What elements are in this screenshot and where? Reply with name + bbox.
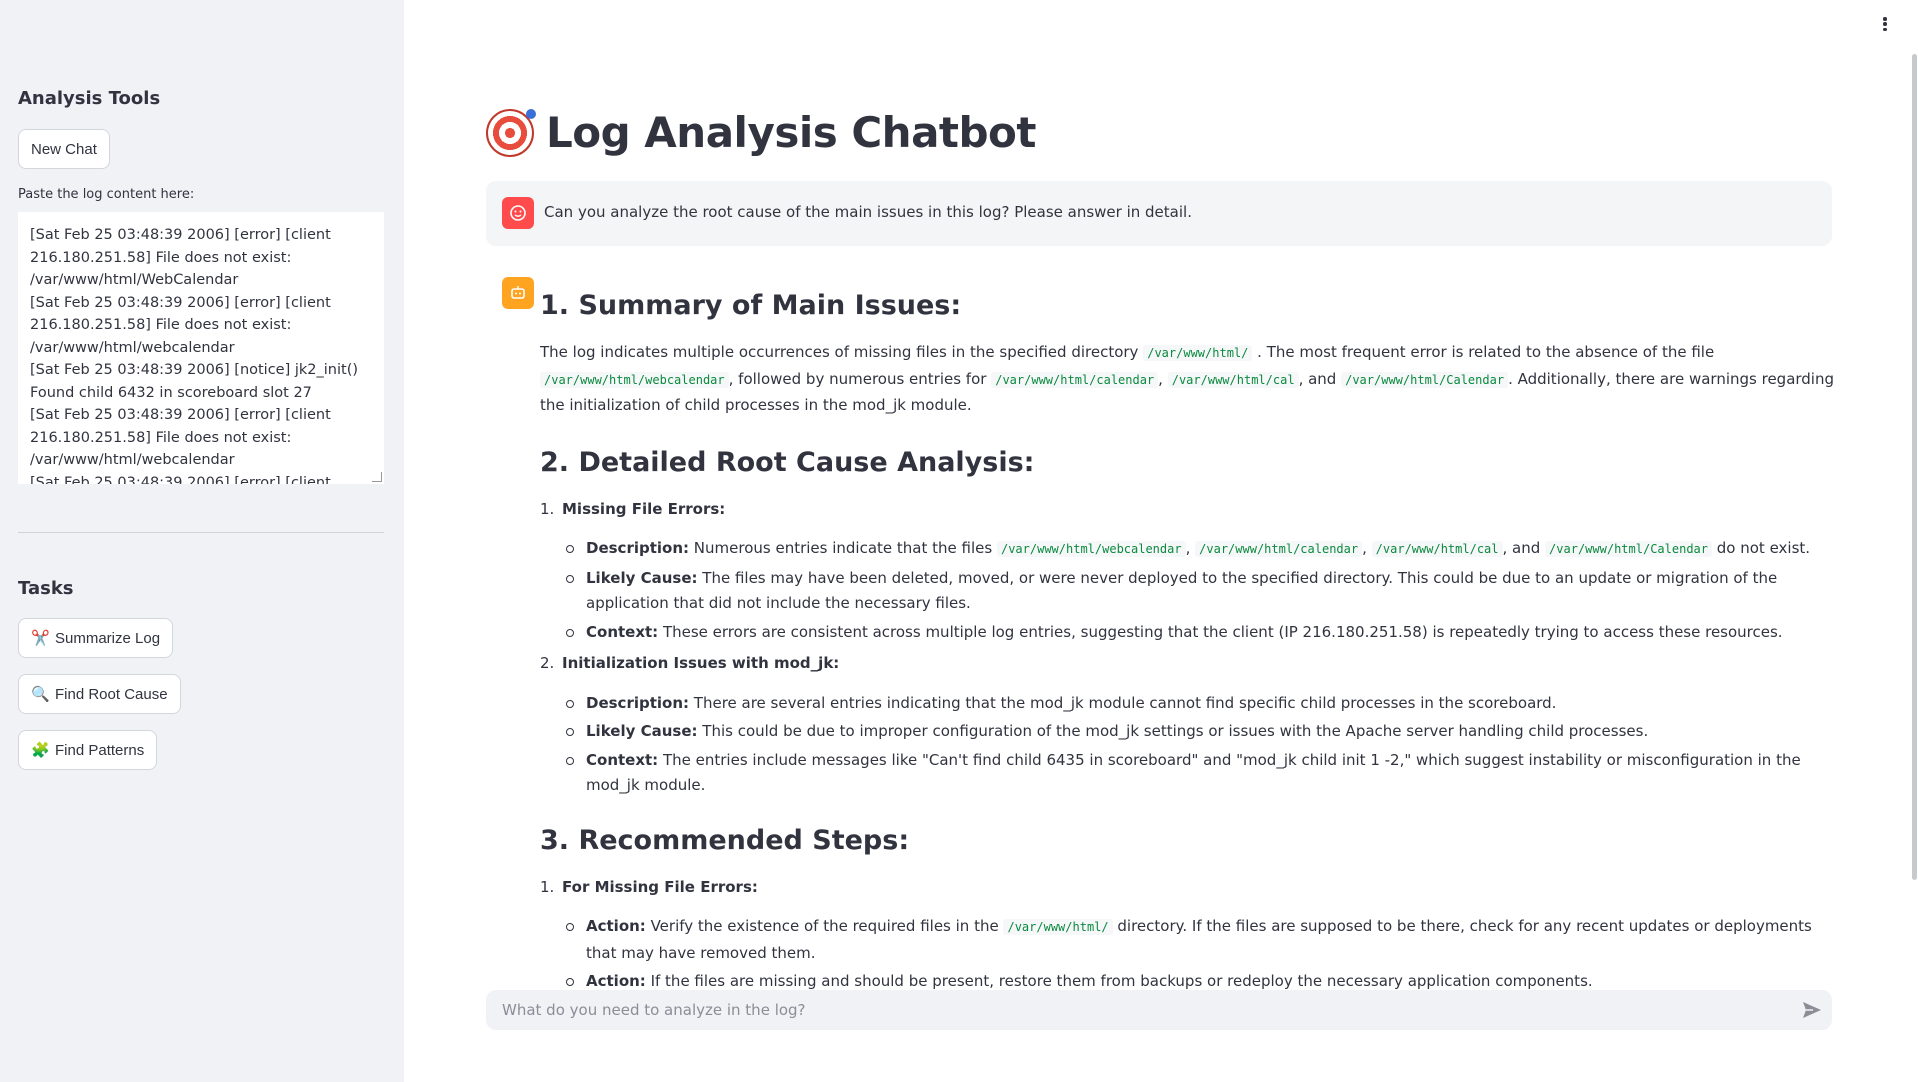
- bullet-list: [586, 536, 1834, 645]
- bullet-text: The files may have been deleted, moved, or were never deployed to the specified directory. This could be due to an update or migration of the application that did not include the necessary files.: [586, 568, 1778, 612]
- bullet-text: There are several entries indicating that the mod_jk module cannot find specific child processes in the scoreboard.: [693, 693, 1557, 712]
- user-face-icon: [502, 197, 534, 229]
- code-path: /var/www/html/Calendar: [1545, 541, 1712, 557]
- section-heading-summary: 1. Summary of Main Issues:: [540, 290, 962, 321]
- list-number: 2.: [540, 654, 555, 672]
- target-icon: [486, 109, 534, 157]
- sidebar-divider: [18, 532, 384, 533]
- code-path: /var/www/html/: [1003, 919, 1112, 935]
- magnifier-icon: 🔍: [31, 686, 50, 703]
- analysis-tools-heading: Analysis Tools: [18, 88, 161, 109]
- list-item-title: Initialization Issues with mod_jk:: [562, 654, 840, 672]
- code-path: /var/www/html/cal: [1372, 541, 1503, 557]
- code-path: /var/www/html/calendar: [991, 372, 1158, 388]
- code-path: /var/www/html/calendar: [1195, 541, 1362, 557]
- summary-paragraph: [540, 340, 1834, 419]
- bullet-text: directory. If the files are supposed to be there, check for any recent updates or deployments that may have removed them.: [586, 917, 1812, 962]
- list-item: [586, 536, 1834, 563]
- log-field-label: Paste the log content here:: [18, 187, 195, 202]
- list-item: [586, 914, 1834, 966]
- list-item: [586, 719, 1834, 745]
- list-item: [586, 748, 1834, 799]
- list-item: [540, 875, 1834, 901]
- scissors-icon: ✂️: [31, 630, 50, 647]
- find-patterns-button[interactable]: [18, 730, 157, 770]
- bullet-label: Likely Cause:: [586, 568, 698, 587]
- code-path: /var/www/html/Calendar: [1341, 372, 1508, 388]
- bullet-text: This could be due to improper configuration of the mod_jk settings or issues with the Apache server handling child processes.: [702, 722, 1649, 740]
- summary-separator: ,: [1158, 369, 1163, 388]
- chat-input-bar: [486, 990, 1832, 1030]
- code-path: /var/www/html/webcalendar: [540, 372, 729, 388]
- bullet-label: Action:: [586, 917, 646, 935]
- bullet-label: Description:: [586, 539, 690, 557]
- bullet-list: [586, 914, 1834, 995]
- bullet-label: Context:: [586, 750, 659, 769]
- bullet-text: If the files are missing and should be present, restore them from backups or redeploy the necessary application components.: [650, 972, 1593, 990]
- list-item: [586, 620, 1834, 646]
- log-content-textarea[interactable]: [18, 212, 384, 484]
- list-item-title: Missing File Errors:: [562, 499, 726, 518]
- bullet-label: Description:: [586, 693, 690, 712]
- list-item-title: For Missing File Errors:: [562, 877, 758, 896]
- resize-handle-icon[interactable]: [372, 472, 382, 482]
- summarize-log-label: Summarize Log: [55, 629, 161, 647]
- tasks-heading: Tasks: [18, 578, 74, 599]
- bullet-text: These errors are consistent across multiple log entries, suggesting that the client (IP 216.180.251.58) is repeatedly trying to access these resources.: [662, 622, 1783, 641]
- send-icon[interactable]: [1792, 990, 1832, 1030]
- section-heading-root-cause: 2. Detailed Root Cause Analysis:: [540, 446, 1035, 478]
- list-number: 1.: [540, 877, 555, 896]
- list-item: [586, 566, 1834, 617]
- new-chat-button[interactable]: [18, 129, 110, 169]
- bullet-label: Context:: [586, 622, 659, 641]
- user-message: [486, 181, 1832, 246]
- scrollbar-thumb[interactable]: [1912, 54, 1917, 880]
- summary-text: . The most frequent error is related to the absence of the file: [1257, 343, 1715, 361]
- puzzle-icon: 🧩: [31, 742, 50, 759]
- chat-input[interactable]: [486, 990, 1792, 1030]
- sidebar: [0, 0, 404, 1082]
- find-patterns-label: Find Patterns: [55, 741, 145, 759]
- page-title: [486, 108, 1036, 157]
- bullet-text: do not exist.: [1716, 539, 1811, 557]
- summarize-log-button[interactable]: [18, 618, 173, 658]
- find-root-cause-button[interactable]: [18, 674, 181, 714]
- kebab-menu-icon[interactable]: [1880, 14, 1890, 34]
- section-heading-recommended: 3. Recommended Steps:: [540, 824, 910, 856]
- list-item: [540, 497, 1834, 523]
- bullet-label: Action:: [586, 972, 646, 990]
- robot-icon: [502, 277, 534, 309]
- bullet-label: Likely Cause:: [586, 722, 698, 740]
- code-path: /var/www/html/cal: [1168, 372, 1299, 388]
- bullet-separator: ,: [1362, 539, 1367, 557]
- assistant-response: [540, 284, 1835, 990]
- page-title-text: Log Analysis Chatbot: [546, 108, 1036, 157]
- bullet-text: Numerous entries indicate that the files: [693, 539, 993, 557]
- summary-text: , and: [1298, 369, 1337, 388]
- user-message-text: Can you analyze the root cause of the main issues in this log? Please answer in detail.: [544, 203, 1192, 221]
- find-root-cause-label: Find Root Cause: [55, 685, 168, 703]
- summary-text: The log indicates multiple occurrences of missing files in the specified directory: [540, 343, 1139, 361]
- bullet-text: , and: [1502, 539, 1541, 557]
- bullet-text: Verify the existence of the required files in the: [650, 917, 999, 935]
- new-chat-label: New Chat: [31, 140, 97, 158]
- log-textarea-container: [18, 212, 384, 484]
- bullet-separator: ,: [1185, 539, 1191, 557]
- bullet-list: [586, 691, 1834, 799]
- list-item: [540, 651, 1834, 677]
- summary-text: , followed by numerous entries for: [728, 369, 987, 388]
- list-number: 1.: [540, 499, 555, 518]
- code-path: /var/www/html/: [1143, 345, 1252, 361]
- summary-text: . Additionally, there are warnings regarding the initialization of child processes in the mod_jk module.: [540, 369, 1835, 414]
- bullet-text: The entries include messages like "Can't find child 6435 in scoreboard" and "mod_jk child init 1 -2," which suggest instability or misconfiguration in the mod_jk module.: [586, 750, 1801, 794]
- code-path: /var/www/html/webcalendar: [997, 541, 1186, 557]
- list-item: [586, 691, 1834, 717]
- main-area: [404, 0, 1918, 1082]
- main-scrollbar[interactable]: [1910, 44, 1918, 880]
